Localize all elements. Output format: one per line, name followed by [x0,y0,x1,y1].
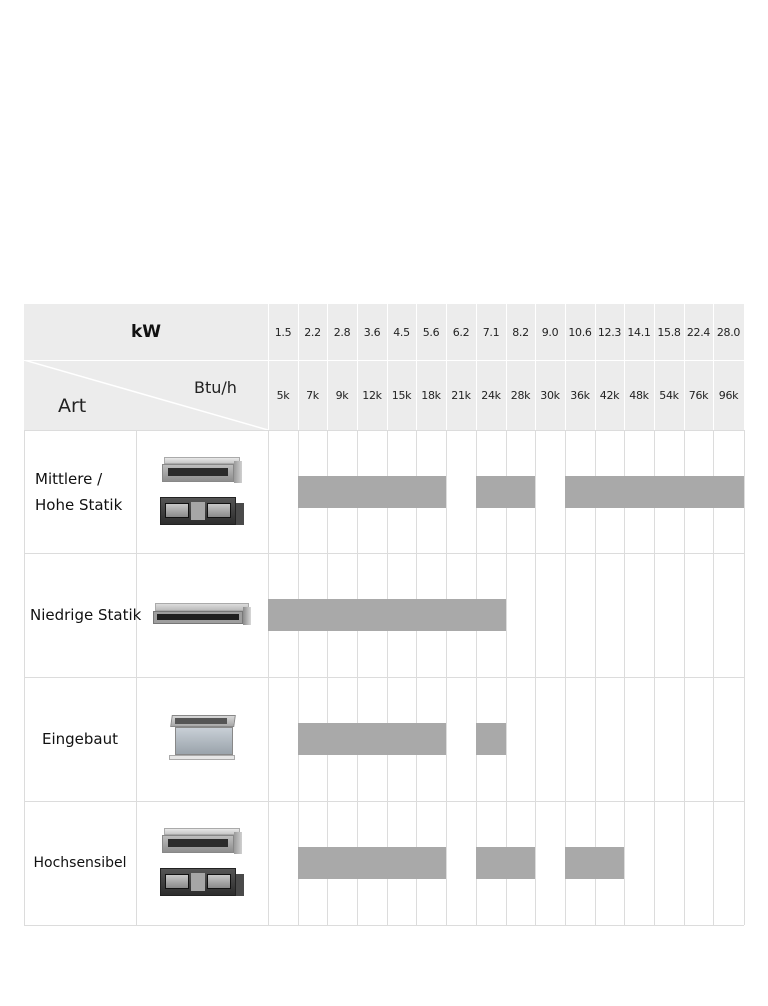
btu-column-header: 76k [688,388,709,402]
kw-column-header: 7.1 [482,325,500,339]
slim-duct-unit-icon [153,603,251,627]
capacity-bar [565,476,744,508]
btu-column-header: 21k [451,388,471,402]
kw-column-header: 6.2 [452,325,470,339]
btu-column-header: 36k [570,388,590,402]
capacity-range-chart [24,304,744,925]
btu-column-header: 15k [391,388,412,402]
duct-unit-dark-icon [160,497,244,527]
capacity-bar [298,723,446,755]
row-image [136,801,268,925]
row-image [136,677,268,801]
kw-column-header: 22.4 [686,325,711,339]
btu-column-header: 5k [276,388,290,402]
capacity-bar [268,599,506,631]
built-in-unit-icon [167,715,237,763]
btu-column-header: 48k [629,388,649,402]
kw-column-header: 1.5 [274,325,292,339]
kw-column-header: 4.5 [393,325,410,339]
row-label-text: Mittlere / Hohe Statik [35,469,123,514]
kw-column-header: 28.0 [716,325,741,339]
capacity-bar [476,723,506,755]
row-label-text: Hochsensibel [33,855,127,871]
btu-column-header: 54k [659,388,679,402]
duct-unit-silver-icon [162,457,242,485]
kw-column-header: 2.8 [333,325,351,339]
duct-unit-dark-icon [160,868,244,898]
row-label-text: Niedrige Statik [30,606,142,624]
btu-column-header: 30k [540,388,560,402]
row-image [136,553,268,677]
grid-line-vertical [744,430,745,925]
row-label [24,677,136,801]
row-label [24,801,136,925]
capacity-bar [476,476,535,508]
btu-axis-label: Btu/h [194,378,237,397]
btu-column-header: 12k [362,388,382,402]
kw-axis-label: kW [130,322,162,342]
btu-column-header: 7k [306,388,319,402]
btu-column-header: 96k [718,388,739,402]
btu-column-header: 42k [599,388,620,402]
capacity-bar [298,847,446,879]
duct-unit-silver-icon [162,828,242,856]
btu-column-header: 24k [481,388,501,402]
kw-column-header: 9.0 [541,325,559,339]
btu-column-header: 18k [421,388,441,402]
capacity-bar [298,476,446,508]
type-axis-label: Art [58,395,87,417]
kw-column-header: 2.2 [304,325,321,339]
kw-column-header: 12.3 [597,325,622,339]
row-image [136,430,268,553]
row-label-text: Eingebaut [41,730,118,748]
capacity-bar [476,847,535,879]
kw-column-header: 5.6 [422,325,440,339]
kw-column-header: 15.8 [657,325,681,339]
capacity-bar [565,847,624,879]
kw-column-header: 10.6 [568,325,592,339]
kw-column-header: 8.2 [512,325,529,339]
kw-column-header: 3.6 [363,325,381,339]
btu-column-header: 9k [335,388,349,402]
row-label [24,553,144,677]
grid-line-horizontal [24,925,744,926]
kw-column-header: 14.1 [627,325,651,339]
row-label [24,430,136,553]
btu-column-header: 28k [510,388,531,402]
